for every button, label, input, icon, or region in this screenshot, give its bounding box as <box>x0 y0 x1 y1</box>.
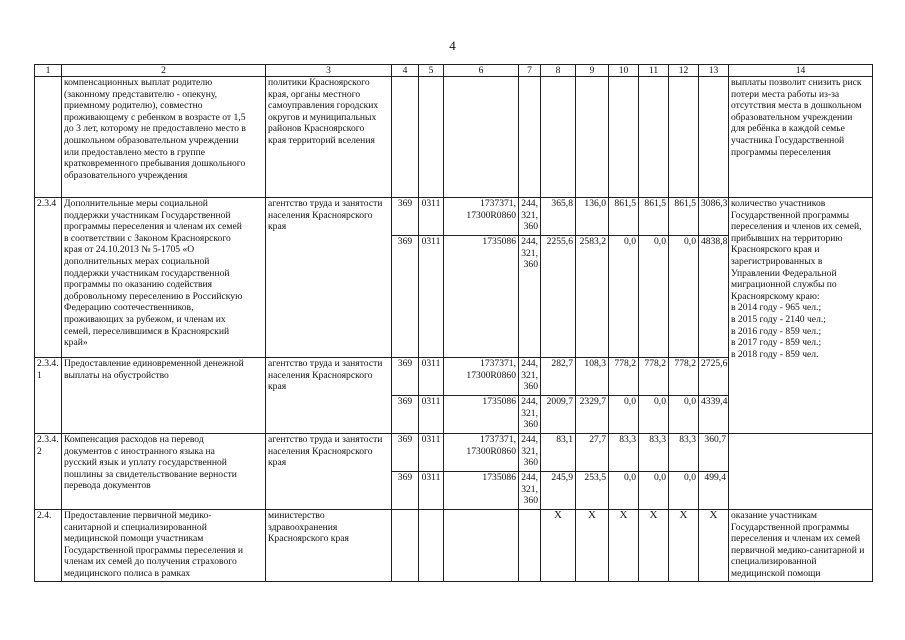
expense-type-code: 244, 321, 360 <box>519 396 541 434</box>
amount-2015: 108,3 <box>576 358 609 396</box>
expected-result: выплаты позволит снизить риск потери места работы из-за отсутствия места в дошкольном образовательном учреждении для ребёнка в каждой семье участника Государственной программы переселения <box>729 77 873 198</box>
header-cell: 1 <box>35 65 62 77</box>
amount-2016: 0,0 <box>609 236 639 358</box>
responsible-executor: политики Красноярского края, органы местного самоуправления городских округов и муниципальных районов Красноярского края территорий вселения <box>266 77 392 198</box>
not-applicable-mark: X <box>669 510 699 582</box>
header-row <box>35 65 873 77</box>
activity-description: компенсационных выплат родителю (законному представителю - опекуну, приемному родителю), совместно проживающему с ребенком в возрасте от 1,5 до 3 лет, которому не предоставлено место в дошкольном образовательном учреждении или предоставлено место в группе кратковременного пребывания дошкольного образовательного учреждения <box>62 77 266 198</box>
row-number: 2.4. <box>35 510 62 582</box>
row-number: 2.3.4 <box>35 198 62 358</box>
table-row <box>35 198 873 236</box>
target-item-code: 1737371, 17300R0860 <box>444 358 519 396</box>
section-code: 0311 <box>419 198 444 236</box>
header-cell: 5 <box>419 65 444 77</box>
header-cell: 3 <box>266 65 392 77</box>
section-code: 0311 <box>419 358 444 396</box>
amount-2016: 0,0 <box>609 396 639 434</box>
header-cell: 12 <box>669 65 699 77</box>
target-item-code: 1735086 <box>444 396 519 434</box>
amount-2017: 778,2 <box>639 358 669 396</box>
grbs-code: 369 <box>392 198 419 236</box>
not-applicable-mark: X <box>609 510 639 582</box>
header-cell: 13 <box>699 65 729 77</box>
amount-total: 3086,3 <box>699 198 729 236</box>
responsible-executor: агентство труда и занятости населения Красноярского края <box>266 434 392 510</box>
amount-2016: 0,0 <box>609 472 639 510</box>
responsible-executor: агентство труда и занятости населения Красноярского края <box>266 198 392 358</box>
expense-type-code: 244, 321, 360 <box>519 236 541 358</box>
header-cell: 6 <box>444 65 519 77</box>
not-applicable-mark: X <box>576 510 609 582</box>
amount-2018: 861,5 <box>669 198 699 236</box>
target-item-code: 1735086 <box>444 472 519 510</box>
target-item-code: 1737371, 17300R0860 <box>444 198 519 236</box>
row-number: 2.3.4. 1 <box>35 358 62 434</box>
amount-2016: 861,5 <box>609 198 639 236</box>
amount-2014: 282,7 <box>541 358 576 396</box>
amount-2014: 365,8 <box>541 198 576 236</box>
responsible-executor: агентство труда и занятости населения Красноярского края <box>266 358 392 434</box>
amount-total: 4339,4 <box>699 396 729 434</box>
amount-2017: 83,3 <box>639 434 669 472</box>
page-number: 4 <box>449 38 456 53</box>
table-row <box>35 510 873 582</box>
amount-2018: 0,0 <box>669 472 699 510</box>
activity-description: Дополнительные меры социальной поддержки участникам Государственной программы переселения и членам их семей в соответствии с Законом Красноярского края от 24.10.2013 № 5-1705 «О дополнительных мерах социальной поддержки участникам государственной программы по оказанию содействия добровольному переселению в Российскую Федерацию соотечественников, проживающих за рубежом, и членам их семей, переселившимся в Красноярский край» <box>62 198 266 358</box>
amount-2015: 27,7 <box>576 434 609 472</box>
grbs-code: 369 <box>392 396 419 434</box>
header-cell: 8 <box>541 65 576 77</box>
section-code: 0311 <box>419 236 444 358</box>
amount-2016: 778,2 <box>609 358 639 396</box>
amount-2018: 83,3 <box>669 434 699 472</box>
program-table <box>34 64 873 582</box>
amount-2017: 0,0 <box>639 472 669 510</box>
activity-description: Предоставление единовременной денежной выплаты на обустройство <box>62 358 266 434</box>
activity-description: Предоставление первичной медико- санитарной и специализированной медицинской помощи участникам Государственной программы переселения и членам их семей до получения страхового медицинского полиса в рамках <box>62 510 266 582</box>
header-cell: 14 <box>729 65 873 77</box>
amount-2015: 136,0 <box>576 198 609 236</box>
amount-2015: 253,5 <box>576 472 609 510</box>
row-number <box>35 77 62 198</box>
header-cell: 4 <box>392 65 419 77</box>
grbs-code: 369 <box>392 472 419 510</box>
section-code: 0311 <box>419 396 444 434</box>
table-row <box>35 434 873 472</box>
header-cell: 9 <box>576 65 609 77</box>
not-applicable-mark: X <box>639 510 669 582</box>
not-applicable-mark: X <box>699 510 729 582</box>
expected-result <box>729 434 873 510</box>
header-cell: 2 <box>62 65 266 77</box>
grbs-code: 369 <box>392 236 419 358</box>
responsible-executor: министерство здравоохранения Красноярского края <box>266 510 392 582</box>
expected-result: оказание участникам Государственной программы переселения и членам их семей первичной медико-санитарной и специализированной медицинской помощи <box>729 510 873 582</box>
section-code: 0311 <box>419 434 444 472</box>
expense-type-code: 244, 321, 360 <box>519 434 541 472</box>
grbs-code: 369 <box>392 434 419 472</box>
expense-type-code: 244, 321, 360 <box>519 358 541 396</box>
amount-2017: 0,0 <box>639 396 669 434</box>
amount-2014: 2255,6 <box>541 236 576 358</box>
table-row <box>35 77 873 198</box>
target-item-code: 1737371, 17300R0860 <box>444 434 519 472</box>
expense-type-code: 244, 321, 360 <box>519 198 541 236</box>
amount-total: 2725,6 <box>699 358 729 396</box>
amount-2016: 83,3 <box>609 434 639 472</box>
amount-2017: 0,0 <box>639 236 669 358</box>
amount-2018: 778,2 <box>669 358 699 396</box>
amount-total: 499,4 <box>699 472 729 510</box>
expected-result: количество участников Государственной программы переселения и членов их семей, прибывших на территорию Красноярского края и зарегистрированных в Управлении Федеральной миграционной службы по Красноярскому краю: в 2014 году - 965 чел.; в 2015 году - 2140 чел.; в 2016 году - 859 чел.; в 2017 году - 859 чел.; в 2018 году - 859 чел. <box>729 198 873 434</box>
row-number: 2.3.4. 2 <box>35 434 62 510</box>
header-cell: 7 <box>519 65 541 77</box>
header-cell: 10 <box>609 65 639 77</box>
amount-2014: 83,1 <box>541 434 576 472</box>
section-code: 0311 <box>419 472 444 510</box>
not-applicable-mark: X <box>541 510 576 582</box>
grbs-code: 369 <box>392 358 419 396</box>
expense-type-code: 244, 321, 360 <box>519 472 541 510</box>
target-item-code: 1735086 <box>444 236 519 358</box>
amount-total: 360,7 <box>699 434 729 472</box>
amount-2017: 861,5 <box>639 198 669 236</box>
header-cell: 11 <box>639 65 669 77</box>
amount-2014: 2009,7 <box>541 396 576 434</box>
amount-2014: 245,9 <box>541 472 576 510</box>
activity-description: Компенсация расходов на перевод документов с иностранного языка на русский язык и уплату государственной пошлины за свидетельствование верности перевода документов <box>62 434 266 510</box>
amount-2018: 0,0 <box>669 396 699 434</box>
amount-2018: 0,0 <box>669 236 699 358</box>
amount-total: 4838,8 <box>699 236 729 358</box>
amount-2015: 2583,2 <box>576 236 609 358</box>
amount-2015: 2329,7 <box>576 396 609 434</box>
